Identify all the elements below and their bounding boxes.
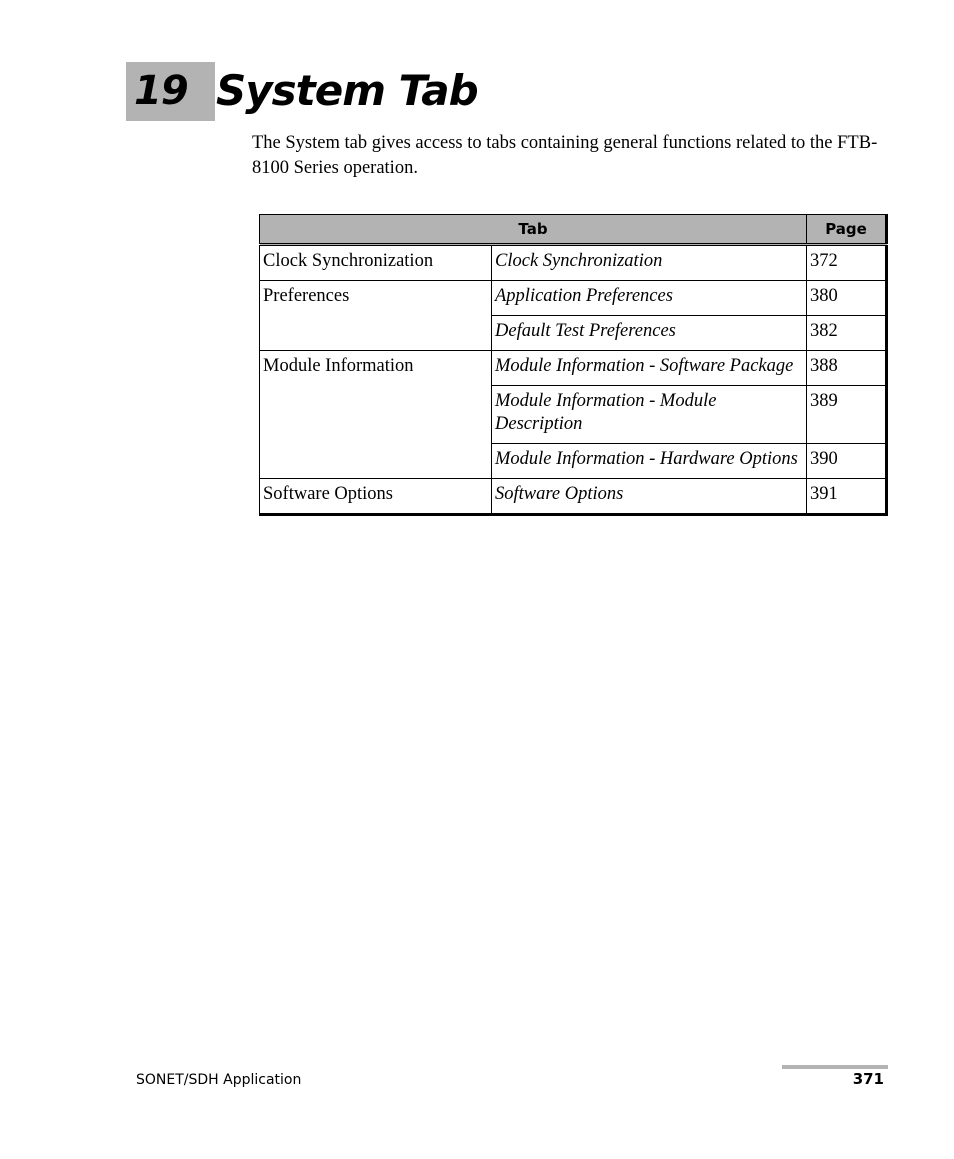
system-tab-table [259, 214, 888, 516]
topic-link[interactable]: Software Options [492, 479, 807, 515]
header-tab: Tab [260, 215, 807, 245]
page-number: 389 [807, 386, 887, 444]
page-number: 390 [807, 444, 887, 479]
topic-link[interactable]: Module Information - Module Description [492, 386, 807, 444]
table-row [260, 281, 887, 316]
footer-document-title: SONET/SDH Application [136, 1072, 302, 1088]
topic-link[interactable]: Module Information - Hardware Options [492, 444, 807, 479]
page-number: 372 [807, 245, 887, 281]
page-number: 380 [807, 281, 887, 316]
header-page: Page [807, 215, 887, 245]
intro-paragraph: The System tab gives access to tabs containing general functions related to the FTB-8100 Series operation. [252, 133, 878, 178]
tab-name: Module Information [260, 351, 492, 479]
topic-link[interactable]: Clock Synchronization [492, 245, 807, 281]
page-number: 382 [807, 316, 887, 351]
table-row [260, 351, 887, 386]
chapter-number: 19 [134, 68, 188, 114]
topic-link[interactable]: Module Information - Software Package [492, 351, 807, 386]
footer-page-number: 371 [852, 1070, 884, 1088]
table-header-row [260, 215, 887, 245]
tab-name: Preferences [260, 281, 492, 351]
tab-name: Clock Synchronization [260, 245, 492, 281]
chapter-title: System Tab [216, 66, 478, 115]
tab-name: Software Options [260, 479, 492, 515]
table-row [260, 245, 887, 281]
page-number: 391 [807, 479, 887, 515]
table-row [260, 479, 887, 515]
page-number: 388 [807, 351, 887, 386]
topic-link[interactable]: Application Preferences [492, 281, 807, 316]
topic-link[interactable]: Default Test Preferences [492, 316, 807, 351]
